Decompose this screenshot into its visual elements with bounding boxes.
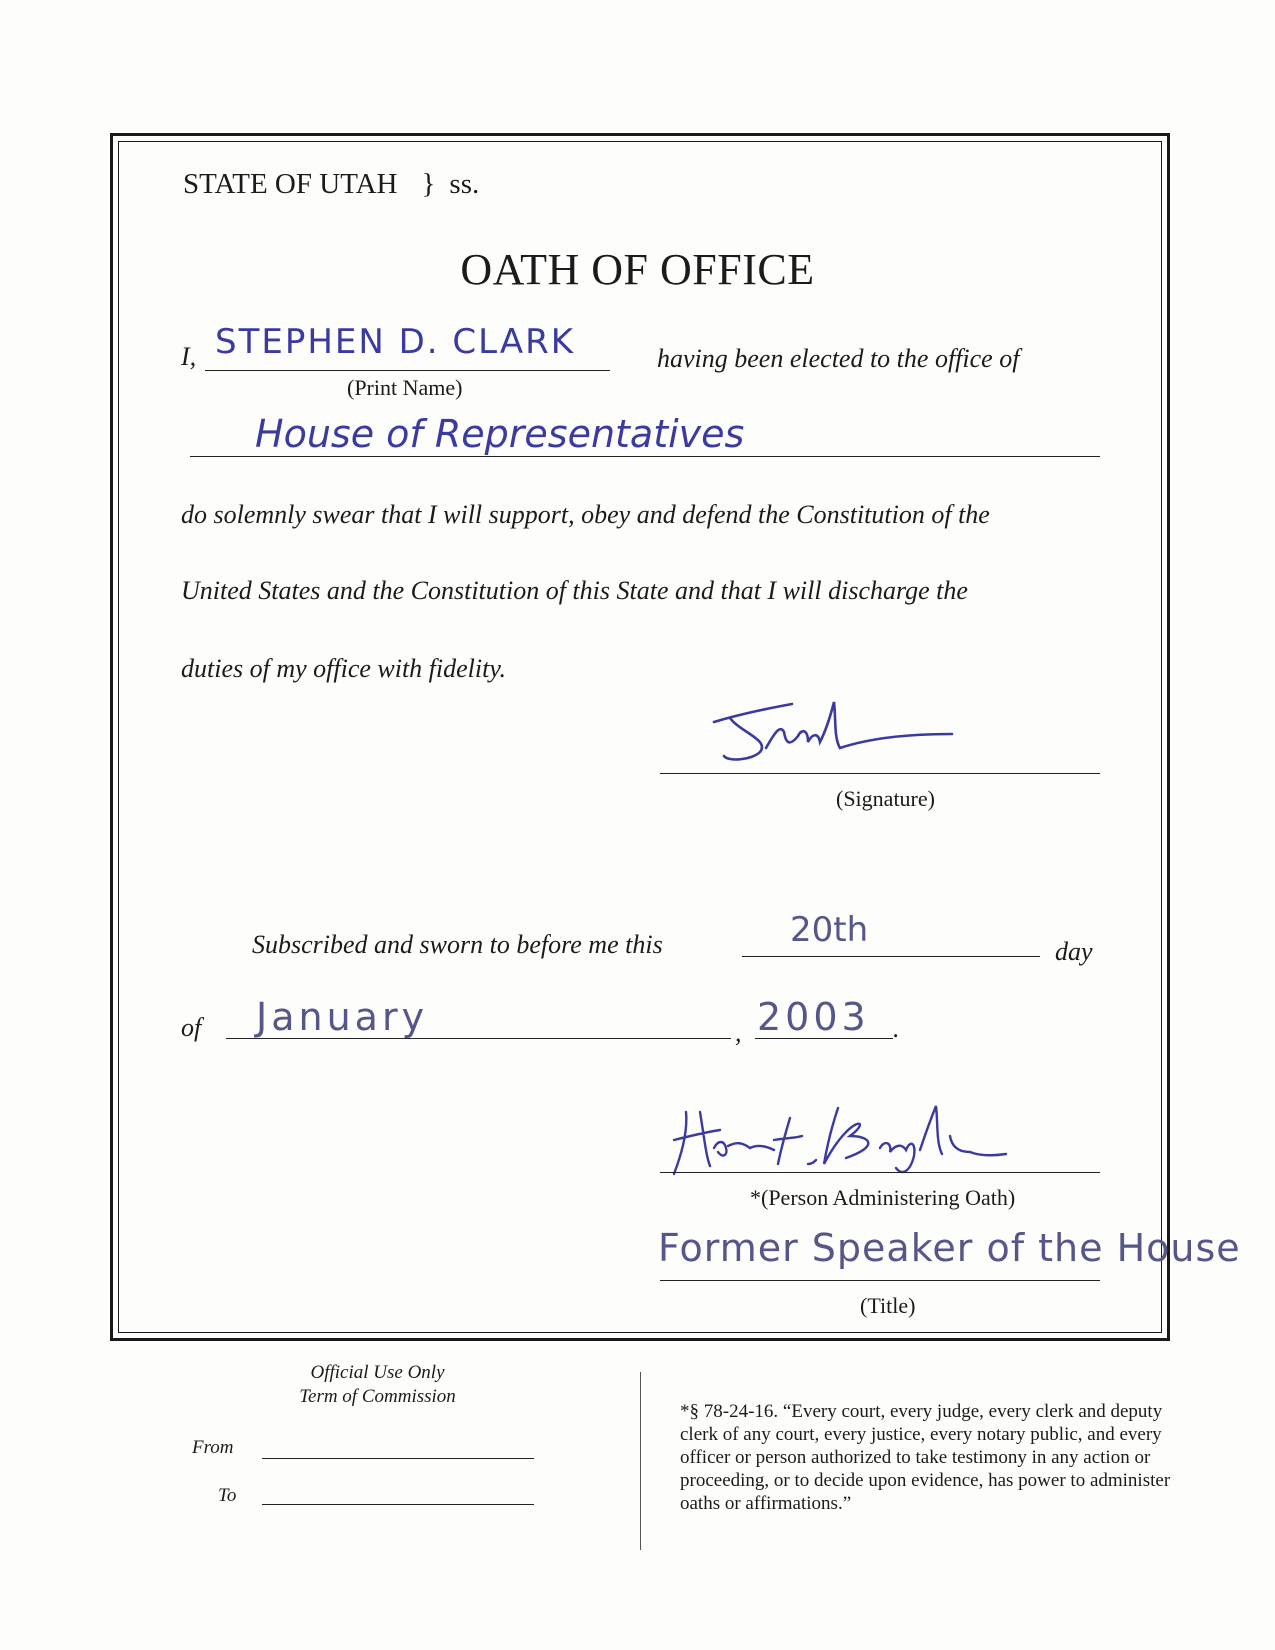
day-label: day: [1055, 937, 1093, 966]
to-line[interactable]: [262, 1504, 534, 1505]
subscribed-text: Subscribed and sworn to before me this: [252, 930, 663, 959]
i-prefix: I,: [181, 342, 197, 371]
signature-caption: (Signature): [836, 786, 935, 811]
from-line[interactable]: [262, 1458, 534, 1459]
title-line: [660, 1280, 1100, 1281]
oath-line-1: do solemnly swear that I will support, obey and defend the Constitution of the: [181, 500, 990, 529]
print-name-value[interactable]: STEPHEN D. CLARK: [215, 322, 576, 362]
signature-line: [660, 773, 1100, 774]
to-label: To: [218, 1485, 237, 1506]
ss-label: ss.: [449, 168, 480, 200]
from-label: From: [192, 1437, 234, 1458]
office-value[interactable]: House of Representatives: [255, 412, 745, 456]
print-name-caption: (Print Name): [347, 375, 463, 400]
administrator-signature: [670, 1092, 1010, 1182]
oath-line-2: United States and the Constitution of this State and that I will discharge the: [181, 576, 968, 605]
statute-footnote: *§ 78-24-16. “Every court, every judge, every clerk and deputy clerk of any court, every justice, every notary public, and every officer or person authorized to take testimony in any action or proceeding, or to decide upon evidence, has power to administer oaths or affirmations.”: [680, 1401, 1171, 1514]
title-value[interactable]: Former Speaker of the House: [658, 1226, 1241, 1270]
print-name-line: [205, 370, 610, 371]
day-line: [742, 956, 1040, 957]
comma: ,: [735, 1018, 742, 1047]
oath-line-3: duties of my office with fidelity.: [181, 654, 506, 683]
elected-text: having been elected to the office of: [657, 344, 1020, 373]
state-name: STATE OF UTAH: [183, 168, 398, 200]
month-value[interactable]: January: [256, 995, 429, 1039]
brace: }: [421, 168, 436, 200]
of-label: of: [181, 1013, 202, 1042]
administrator-caption: *(Person Administering Oath): [750, 1185, 1016, 1210]
title-caption: (Title): [860, 1293, 916, 1318]
period: .: [893, 1014, 900, 1043]
term-of-commission-heading: Term of Commission: [299, 1386, 456, 1407]
office-line: [190, 456, 1100, 457]
document-title: OATH OF OFFICE: [460, 245, 815, 294]
administrator-line: [660, 1172, 1100, 1173]
year-value[interactable]: 2003: [757, 995, 870, 1039]
state-heading: [183, 168, 479, 201]
official-use-heading: Official Use Only: [310, 1362, 445, 1383]
day-value[interactable]: 20th: [790, 910, 869, 950]
footer-divider: [640, 1372, 641, 1550]
oath-taker-signature: [700, 690, 960, 785]
